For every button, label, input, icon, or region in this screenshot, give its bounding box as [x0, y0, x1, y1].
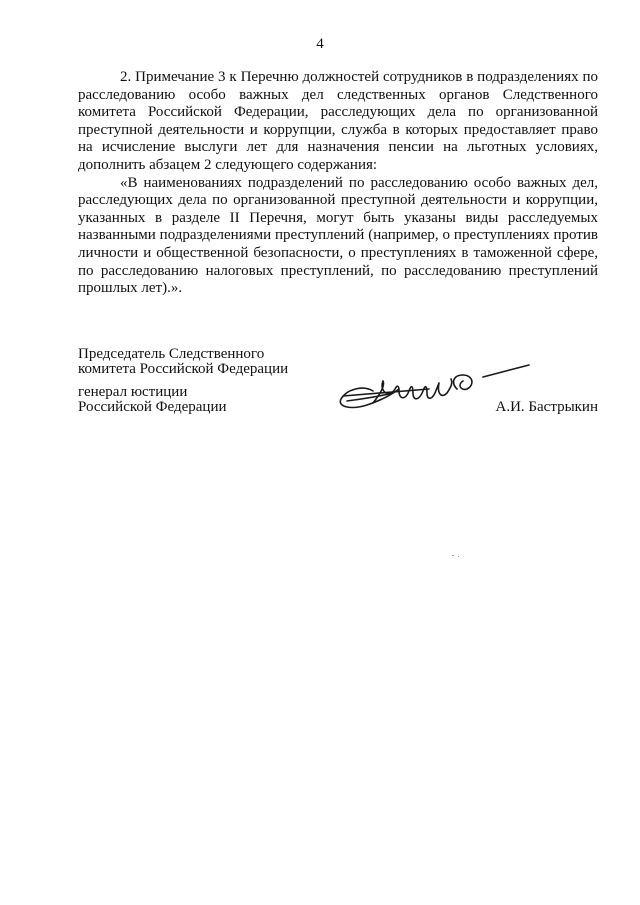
- scan-speck: [452, 555, 454, 556]
- signatory-rank-line-2: Российской Федерации: [78, 398, 227, 415]
- signatory-title-line-2: комитета Российской Федерации: [78, 360, 289, 377]
- scan-speck: [458, 556, 459, 557]
- paragraph-amendment: 2. Примечание 3 к Перечню должностей сотрудников в подразделениях по расследованию особо важных дел следственных органов Следственного комитета Российской Федерации, расследующих дела по организованной преступной деятельности и коррупции, служба в которых предоставляет право на исчисление выслуги лет для назначения пенсии на льготных условиях, дополнить абзацем 2 следующего содержания:: [78, 69, 598, 173]
- signatory-title-line-1: Председатель Следственного: [78, 346, 265, 362]
- signatory-rank-line-1: генерал юстиции: [78, 384, 188, 400]
- paragraph-quoted-text: «В наименованиях подразделений по расследованию особо важных дел, расследующих дела по организованной преступной деятельности и коррупции, указанных в разделе II Перечня, могут быть указаны виды расследуемых названными подразделениями преступлений (например, о преступлениях против личности и общественной безопасности, о преступлениях в таможенной сфере, по расследованию налоговых преступлений, по расследованию преступлений прошлых лет).».: [78, 174, 598, 297]
- page-number: 4: [316, 36, 324, 52]
- handwritten-signature: [333, 355, 553, 415]
- signatory-name: А.И. Бастрыкин: [495, 398, 598, 415]
- document-body: [78, 69, 598, 298]
